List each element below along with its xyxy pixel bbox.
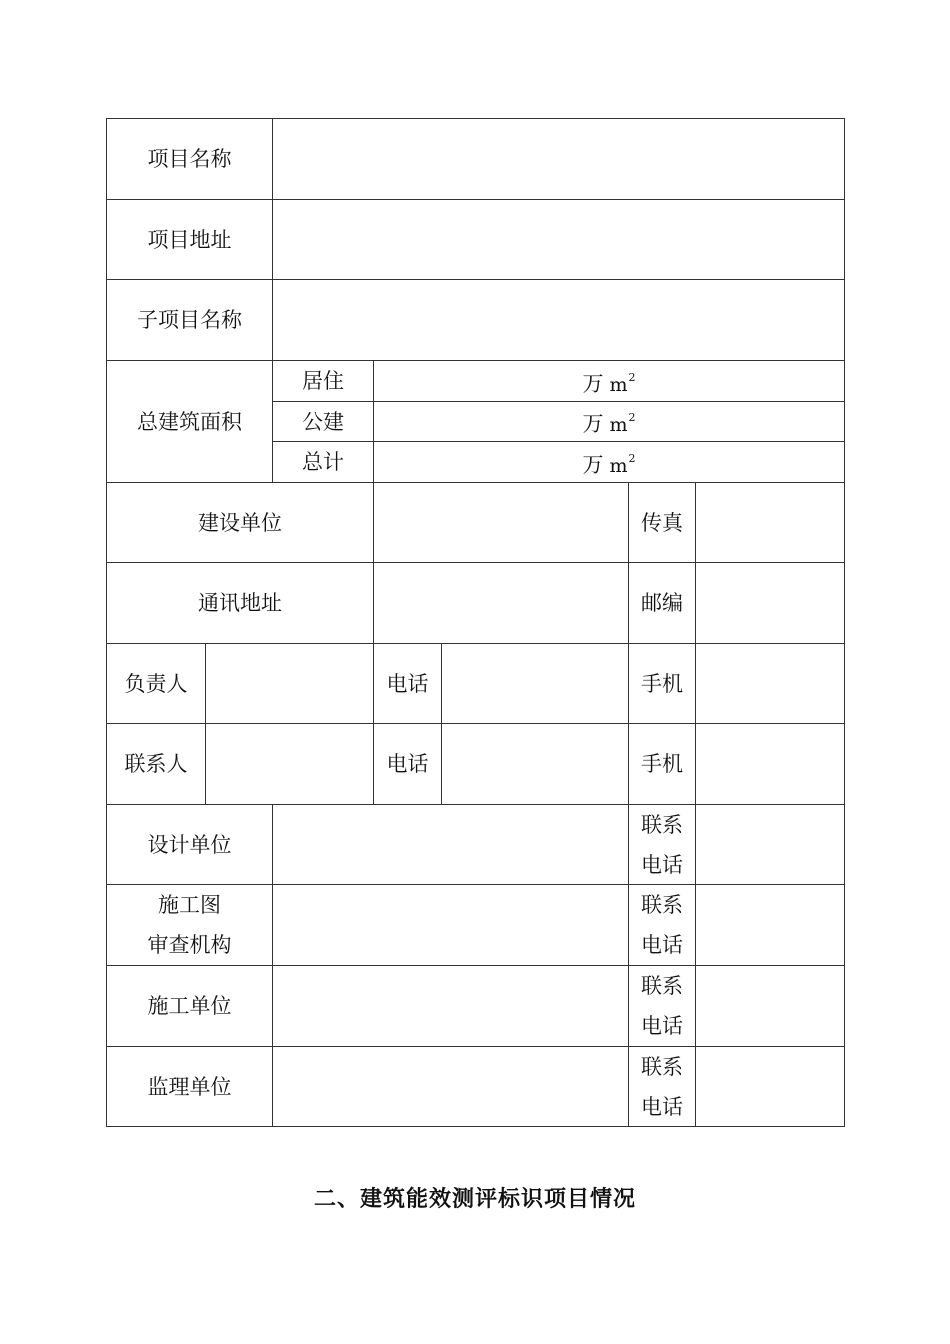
contact-line-1: 联系 — [641, 974, 683, 998]
area-total-label: 总计 — [273, 442, 374, 483]
contact-line-1: 联系 — [641, 1054, 683, 1079]
contact-phone-label: 电话 — [374, 724, 442, 805]
supervision-unit-field[interactable] — [273, 1047, 629, 1126]
contact-line-1: 联系 — [641, 893, 683, 917]
area-unit: 万 $m^2$ — [582, 370, 636, 396]
design-unit-label: 设计单位 — [107, 805, 273, 885]
review-org-line-1: 施工图 — [158, 893, 221, 917]
charge-mobile-label: 手机 — [629, 644, 696, 724]
contact-mobile-label: 手机 — [629, 724, 696, 805]
design-contact-phone-field[interactable] — [696, 805, 844, 885]
review-org-label — [107, 885, 273, 966]
contact-line-2: 电话 — [641, 933, 683, 957]
project-info-form — [106, 118, 845, 1127]
supervision-contact-phone-field[interactable] — [696, 1047, 844, 1126]
contact-phone-field[interactable] — [442, 724, 629, 805]
area-public-field[interactable] — [374, 402, 844, 442]
build-contact-phone-field[interactable] — [696, 966, 844, 1047]
total-area-label: 总建筑面积 — [107, 361, 273, 483]
build-contact-phone-label — [629, 966, 696, 1047]
postcode-label: 邮编 — [629, 563, 696, 644]
area-unit: 万 $m^2$ — [582, 451, 636, 477]
fax-label: 传真 — [629, 483, 696, 563]
postcode-field[interactable] — [696, 563, 844, 644]
person-in-charge-field[interactable] — [206, 644, 374, 724]
project-address-label: 项目地址 — [107, 200, 273, 280]
review-org-field[interactable] — [273, 885, 629, 966]
project-address-field[interactable] — [273, 200, 844, 280]
fax-field[interactable] — [696, 483, 844, 563]
supervision-contact-phone-label — [629, 1047, 696, 1126]
review-contact-phone-label — [629, 885, 696, 966]
design-unit-field[interactable] — [273, 805, 629, 885]
contact-mobile-field[interactable] — [696, 724, 844, 805]
sub-project-name-label: 子项目名称 — [107, 280, 273, 361]
mail-address-field[interactable] — [374, 563, 629, 644]
contact-line-2: 电话 — [641, 1094, 683, 1119]
contact-line-1: 联系 — [641, 812, 683, 837]
construction-unit-label: 建设单位 — [107, 483, 374, 563]
design-contact-phone-label — [629, 805, 696, 885]
person-in-charge-label: 负责人 — [107, 644, 206, 724]
area-residential-field[interactable] — [374, 361, 844, 402]
charge-mobile-field[interactable] — [696, 644, 844, 724]
review-org-line-2: 审查机构 — [147, 933, 232, 957]
charge-phone-label: 电话 — [374, 644, 442, 724]
area-public-label: 公建 — [273, 402, 374, 442]
sub-project-name-field[interactable] — [273, 280, 844, 361]
contact-person-field[interactable] — [206, 724, 374, 805]
project-name-label: 项目名称 — [107, 119, 273, 200]
build-unit-field[interactable] — [273, 966, 629, 1047]
contact-line-2: 电话 — [641, 1014, 683, 1038]
supervision-unit-label: 监理单位 — [107, 1047, 273, 1126]
area-residential-label: 居住 — [273, 361, 374, 402]
area-unit: 万 $m^2$ — [582, 411, 636, 436]
section-title: 二、建筑能效测评标识项目情况 — [313, 1187, 636, 1212]
charge-phone-field[interactable] — [442, 644, 629, 724]
mail-address-label: 通讯地址 — [107, 563, 374, 644]
project-name-field[interactable] — [273, 119, 844, 200]
area-total-field[interactable] — [374, 442, 844, 483]
review-contact-phone-field[interactable] — [696, 885, 844, 966]
contact-line-2: 电话 — [641, 852, 683, 877]
contact-person-label: 联系人 — [107, 724, 206, 805]
construction-unit-field[interactable] — [374, 483, 629, 563]
build-unit-label: 施工单位 — [107, 966, 273, 1047]
